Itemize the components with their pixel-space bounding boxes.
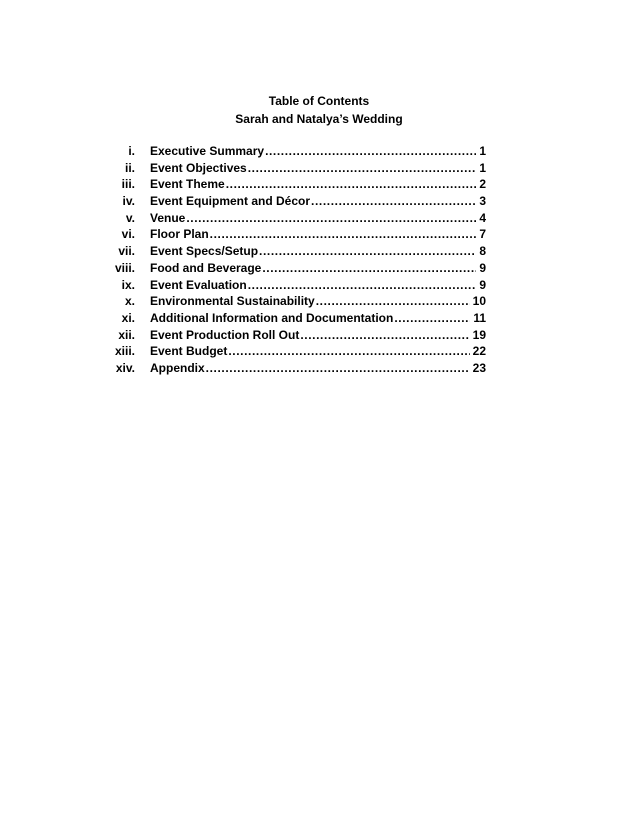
toc-row	[0, 277, 638, 294]
toc-entry	[150, 293, 486, 310]
toc-dot-leader	[316, 293, 470, 310]
toc-title: Event Production Roll Out	[150, 327, 300, 342]
toc-page-number: 23	[472, 360, 486, 375]
toc-dot-leader	[226, 176, 477, 193]
toc-numeral: vi.	[121, 227, 135, 242]
toc-row	[0, 176, 638, 193]
toc-row	[0, 160, 638, 177]
toc-dot-leader	[248, 277, 477, 294]
toc-numeral: v.	[125, 210, 135, 225]
toc-title: Event Evaluation	[150, 277, 247, 292]
toc-row	[0, 210, 638, 227]
toc-page-number: 2	[479, 177, 486, 192]
toc-page-number: 4	[479, 210, 486, 225]
toc-numeral: iii.	[121, 177, 135, 192]
toc-entry	[150, 243, 486, 260]
toc-entry	[150, 193, 486, 210]
toc-numeral: i.	[128, 144, 135, 158]
toc-row	[0, 143, 638, 160]
toc-numeral: xi.	[121, 310, 135, 325]
toc-title: Environmental Sustainability	[150, 294, 315, 309]
toc-title: Venue	[150, 210, 186, 225]
toc-numeral: viii.	[114, 260, 135, 275]
toc-page-number: 7	[479, 227, 486, 242]
toc-title: Additional Information and Documentation	[150, 310, 394, 325]
toc-entry	[150, 310, 486, 327]
toc-page-number: 11	[473, 310, 486, 325]
toc-entry	[150, 176, 486, 193]
page-subtitle: Sarah and Natalya’s Wedding	[235, 112, 403, 126]
table-of-contents	[0, 143, 638, 377]
toc-dot-leader	[259, 243, 476, 260]
toc-numeral: xiii.	[114, 344, 135, 359]
toc-entry	[150, 260, 486, 277]
title-block	[0, 92, 638, 128]
toc-dot-leader	[248, 160, 477, 177]
toc-entry	[150, 343, 486, 360]
toc-row	[0, 360, 638, 377]
toc-title: Appendix	[150, 360, 205, 375]
toc-numeral: ii.	[124, 160, 135, 175]
toc-page-number: 9	[479, 260, 486, 275]
toc-title: Food and Beverage	[150, 260, 262, 275]
toc-dot-leader	[186, 210, 476, 227]
toc-page-number: 3	[479, 194, 486, 209]
toc-entry	[150, 226, 486, 243]
toc-dot-leader	[210, 226, 477, 243]
toc-page-number: 19	[472, 327, 486, 342]
toc-title: Event Objectives	[150, 160, 247, 175]
toc-dot-leader	[228, 343, 469, 360]
toc-row	[0, 243, 638, 260]
toc-row	[0, 327, 638, 344]
toc-page-number: 10	[472, 294, 486, 309]
toc-entry	[150, 327, 486, 344]
toc-entry	[150, 360, 486, 377]
toc-numeral: xiv.	[115, 360, 135, 375]
toc-row	[0, 260, 638, 277]
toc-page-number: 1	[479, 144, 486, 158]
toc-numeral: vii.	[118, 244, 135, 259]
toc-row	[0, 226, 638, 243]
toc-numeral: ix.	[121, 277, 135, 292]
toc-title: Event Budget	[150, 344, 228, 359]
toc-dot-leader	[394, 310, 470, 327]
toc-page-number: 1	[479, 160, 486, 175]
toc-dot-leader	[262, 260, 476, 277]
toc-row	[0, 193, 638, 210]
toc-entry	[150, 277, 486, 294]
toc-row	[0, 293, 638, 310]
toc-dot-leader	[300, 327, 469, 344]
toc-numeral: xii.	[118, 327, 135, 342]
toc-entry	[150, 160, 486, 177]
toc-title: Executive Summary	[150, 144, 265, 158]
toc-page-number: 9	[479, 277, 486, 292]
toc-page-number: 8	[479, 244, 486, 259]
toc-dot-leader	[265, 143, 476, 160]
toc-title: Event Theme	[150, 177, 225, 192]
toc-numeral: iv.	[122, 194, 135, 209]
toc-page-number: 22	[472, 344, 486, 359]
toc-dot-leader	[206, 360, 470, 377]
toc-title: Floor Plan	[150, 227, 209, 242]
toc-dot-leader	[311, 193, 476, 210]
toc-row	[0, 310, 638, 327]
toc-title: Event Equipment and Décor	[150, 194, 311, 209]
toc-numeral: x.	[124, 294, 135, 309]
toc-row	[0, 343, 638, 360]
toc-title: Event Specs/Setup	[150, 244, 259, 259]
toc-entry	[150, 143, 486, 160]
toc-entry	[150, 210, 486, 227]
page-title: Table of Contents	[268, 94, 370, 108]
